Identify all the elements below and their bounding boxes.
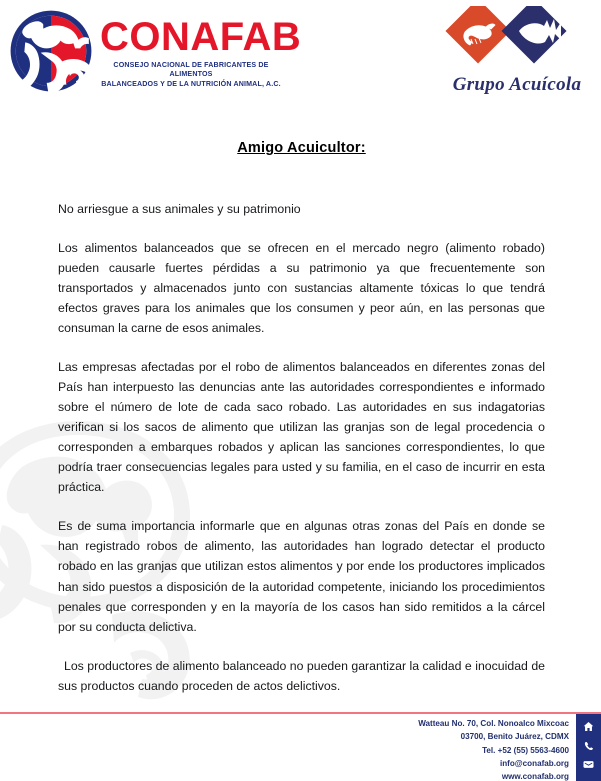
document-paragraph: Es de suma importancia informarle que en algunas otras zonas del País en donde se han registrado robos de alimento, las autoridades han logrado detectar el producto robado en las granjas que utilizan estos alimentos y por ende los productores implicados han sido puestos a disposición de la autoridad competente, iniciando los procedimientos penales que corresponden y en la mayoría de los casos han sido remitidos a la cárcel por su conducta delictiva.: [58, 519, 545, 634]
document-header: [0, 0, 601, 112]
document-paragraph: Los productores de alimento balanceado no pueden garantizar la calidad e inocuidad de sus productos cuando proceden de actos delictivos.: [58, 658, 545, 693]
document-body: [58, 118, 545, 696]
conafab-subtitle-line-2: BALANCEADOS Y DE LA NUTRICIÓN ANIMAL, A.C.: [101, 79, 281, 88]
grupo-acuicola-wordmark: Grupo Acuícola: [452, 74, 582, 95]
home-icon: [583, 721, 594, 732]
footer-address-line-1: Watteau No. 70, Col. Nonoalco Mixcoac: [418, 719, 569, 728]
document-footer: [418, 714, 601, 781]
conafab-circular-animals-logo: [8, 8, 94, 94]
conafab-wordmark: CONAFAB: [100, 14, 302, 59]
phone-icon: [584, 741, 594, 751]
footer-email[interactable]: info@conafab.org: [499, 758, 569, 768]
conafab-subtitle-line-1: CONSEJO NACIONAL DE FABRICANTES DE ALIMENTOS: [113, 60, 269, 79]
page-title: Amigo Acuicultor:: [237, 140, 366, 156]
shrimp-diamond-icon: [445, 6, 510, 64]
document-lede: No arriesgue a sus animales y su patrimonio: [58, 202, 301, 216]
footer-icon-bar: [576, 714, 601, 781]
footer-website[interactable]: www.conafab.org: [501, 772, 569, 781]
envelope-icon: [583, 760, 594, 769]
grupo-acuicola-logo: [443, 6, 591, 104]
footer-contact-info: [418, 714, 576, 781]
conafab-logo: [8, 8, 301, 94]
document-paragraph: Las empresas afectadas por el robo de alimentos balanceados en diferentes zonas del País han interpuesto las denuncias ante las autoridades correspondientes e informado sobre el número de lote de cada saco robado. Las autoridades en sus indagatorias verifican si los sacos de alimento que utilizan las granjas son de legal procedencia o corresponden a embarques robados y aplican las sanciones correspondientes, lo que podría traer consecuencias legales para usted y su familia, en el caso de incurrir en esta práctica.: [58, 360, 545, 495]
document-paragraph: Los alimentos balanceados que se ofrecen en el mercado negro (alimento robado) pueden causarle fuertes pérdidas a su patrimonio ya que frecuentemente son transportados y almacenados junto con sustancias altamente tóxicas lo que tendrá efectos graves para los animales que los consumen y peor aún, en las personas que consuman la carne de esos animales.: [58, 241, 545, 336]
footer-phone: Tel. +52 (55) 5563-4600: [482, 745, 569, 755]
footer-address-line-2: 03700, Benito Juárez, CDMX: [460, 732, 569, 742]
fish-diamond-icon: [501, 6, 566, 64]
conafab-subtitle: [100, 61, 282, 89]
